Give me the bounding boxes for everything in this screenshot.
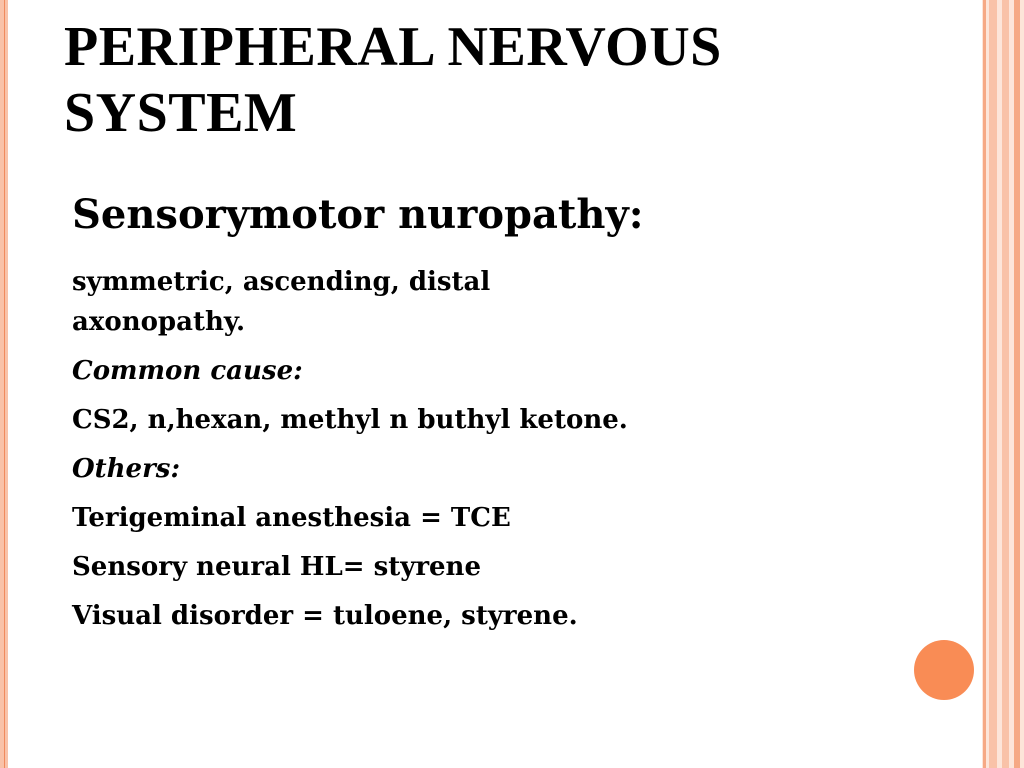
border-stripe (983, 0, 986, 768)
decorative-orange-circle (914, 640, 974, 700)
bullet-line: Visual disorder = tuloene, styrene. (72, 601, 578, 631)
common-cause-label: Common cause: (72, 356, 303, 386)
border-stripe (1014, 0, 1020, 768)
others-label: Others: (72, 454, 181, 484)
right-border-decoration (982, 0, 1024, 768)
slide-content (72, 190, 872, 645)
slide-title: PERIPHERAL NERVOUS SYSTEM (64, 16, 722, 144)
left-border-decoration (0, 0, 8, 768)
border-stripe (989, 0, 997, 768)
bullet-line: Sensory neural HL= styrene (72, 552, 482, 582)
bullet-line: Terigeminal anesthesia = TCE (72, 503, 511, 533)
section-heading: Sensorymotor nuropathy: (72, 191, 644, 238)
bullet-line: symmetric, ascending, distal axonopathy. (72, 267, 491, 337)
border-stripe (1002, 0, 1009, 768)
bullet-line: CS2, n,hexan, methyl n buthyl ketone. (72, 405, 628, 435)
